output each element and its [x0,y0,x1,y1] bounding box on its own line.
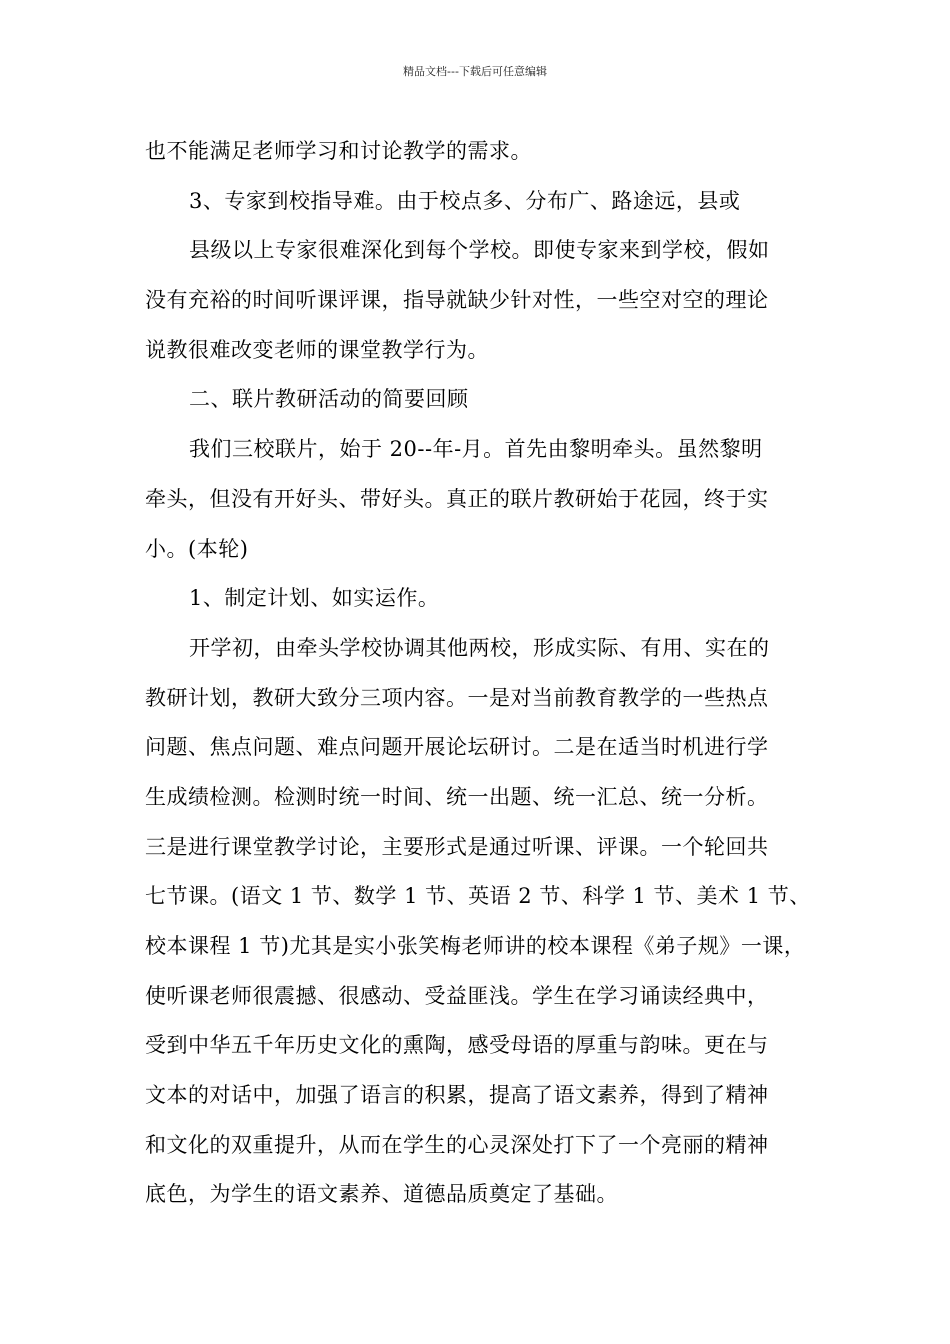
text-line: 没有充裕的时间听课评课，指导就缺少针对性，一些空对空的理论 [145,288,769,313]
text-line: 二、联片教研活动的简要回顾 [189,387,469,412]
text-line: 七节课。(语文 1 节、数学 1 节、英语 2 节、科学 1 节、美术 1 节、 [145,884,811,909]
text-line: 开学初，由牵头学校协调其他两校，形成实际、有用、实在的 [189,635,770,660]
text-line: 3、专家到校指导难。由于校点多、分布广、路途远，县或 [189,188,741,213]
text-line: 教研计划，教研大致分三项内容。一是对当前教育教学的一些热点 [145,685,769,710]
text-line: 生成绩检测。检测时统一时间、统一出题、统一汇总、统一分析。 [145,784,769,809]
text-line: 受到中华五千年历史文化的熏陶，感受母语的厚重与韵味。更在与 [145,1033,769,1058]
document-body [145,127,815,1220]
text-line: 小。(本轮) [145,536,249,561]
page-header: 精品文档---下载后可任意编辑 [403,65,547,78]
text-line: 底色，为学生的语文素养、道德品质奠定了基础。 [145,1182,618,1207]
text-line: 文本的对话中，加强了语言的积累，提高了语文素养，得到了精神 [145,1083,769,1108]
text-line: 使听课老师很震撼、很感动、受益匪浅。学生在学习诵读经典中， [145,983,769,1008]
text-line: 说教很难改变老师的课堂教学行为。 [145,337,489,362]
text-line: 1、制定计划、如实运作。 [189,586,440,611]
text-line: 县级以上专家很难深化到每个学校。即使专家来到学校，假如 [189,238,770,263]
text-line: 牵头，但没有开好头、带好头。真正的联片教研始于花园，终于实 [145,486,769,511]
text-line: 问题、焦点问题、难点问题开展论坛研讨。二是在适当时机进行学 [145,735,769,760]
text-line: 也不能满足老师学习和讨论教学的需求。 [145,139,532,163]
text-line: 我们三校联片，始于 20--年-月。首先由黎明牵头。虽然黎明 [189,437,763,462]
text-line: 三是进行课堂教学讨论，主要形式是通过听课、评课。一个轮回共 [145,834,769,859]
text-line: 和文化的双重提升，从而在学生的心灵深处打下了一个亮丽的精神 [145,1132,769,1157]
text-line: 校本课程 1 节)尤其是实小张笑梅老师讲的校本课程《弟子规》一课， [145,934,806,958]
